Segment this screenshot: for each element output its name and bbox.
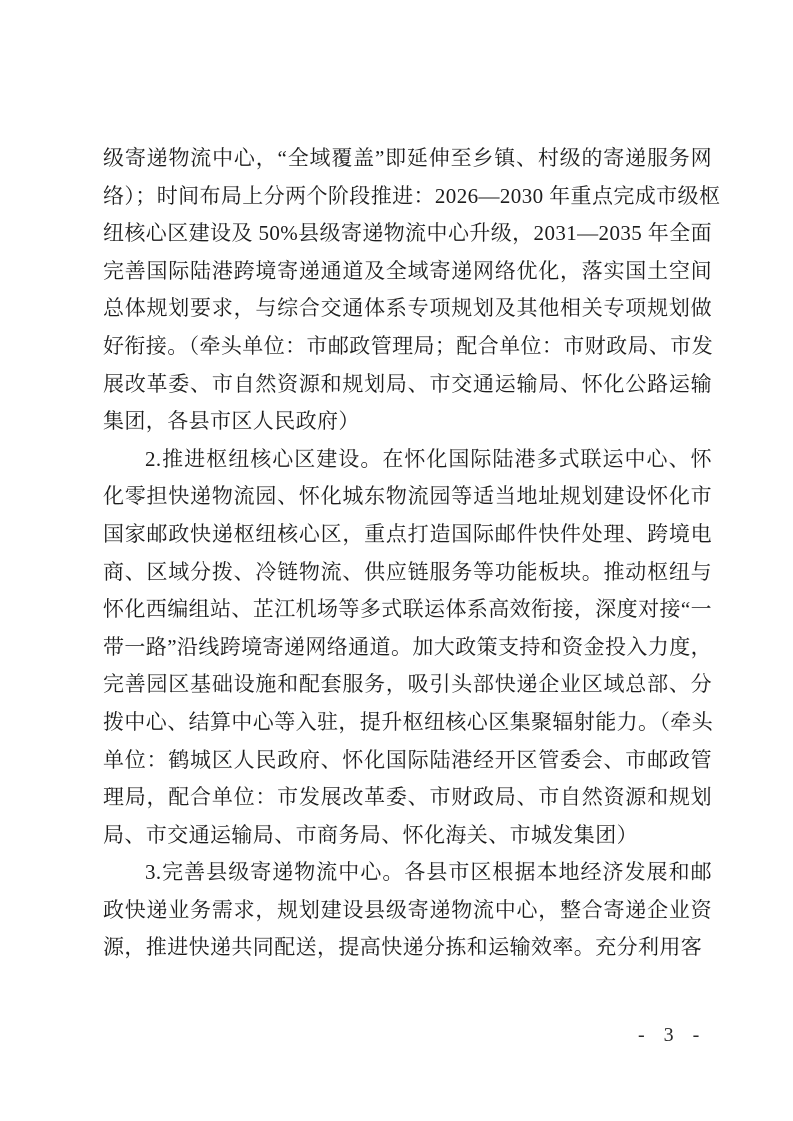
text-line: 2.推进枢纽核心区建设。在怀化国际陆港多式联运中心、怀 <box>145 446 712 471</box>
document-body <box>103 140 721 967</box>
text-line: 络）；时间布局上分两个阶段推进：2026—2030 年重点完成市级枢 <box>103 183 721 208</box>
text-line: 展改革委、市自然资源和规划局、市交通运输局、怀化公路运输 <box>103 371 712 396</box>
text-line: 好衔接。（牵头单位：市邮政管理局；配合单位：市财政局、市发 <box>103 333 714 358</box>
text-line: 政快递业务需求，规划建设县级寄递物流中心，整合寄递企业资 <box>103 897 712 922</box>
text-line: 局、市交通运输局、市商务局、怀化海关、市城发集团） <box>103 822 638 847</box>
text-line: 带一路”沿线跨境寄递网络通道。加大政策支持和资金投入力度， <box>103 634 712 659</box>
text-line: 集团，各县市区人民政府） <box>103 409 360 434</box>
text-line: 总体规划要求，与综合交通体系专项规划及其他相关专项规划做 <box>103 296 712 321</box>
text-line: 国家邮政快递枢纽核心区，重点打造国际邮件快件处理、跨境电 <box>103 521 712 546</box>
text-line: 怀化西编组站、芷江机场等多式联运体系高效衔接，深度对接“一 <box>103 597 712 622</box>
text-line: 源，推进快递共同配送，提高快递分拣和运输效率。充分利用客 <box>103 935 703 960</box>
text-line: 商、区域分拨、冷链物流、供应链服务等功能板块。推动枢纽与 <box>103 559 712 584</box>
text-line: 纽核心区建设及 50%县级寄递物流中心升级，2031—2035 年全面 <box>103 221 712 246</box>
text-line: 完善园区基础设施和配套服务，吸引头部快递企业区域总部、分 <box>103 672 712 697</box>
text-line: 级寄递物流中心，“全域覆盖”即延伸至乡镇、村级的寄递服务网 <box>103 146 712 170</box>
page-number: - 3 - <box>638 1024 707 1046</box>
text-line: 拨中心、结算中心等入驻，提升枢纽核心区集聚辐射能力。（牵头 <box>103 709 714 734</box>
text-line: 理局，配合单位：市发展改革委、市财政局、市自然资源和规划 <box>103 785 712 810</box>
text-line: 完善国际陆港跨境寄递通道及全域寄递网络优化，落实国土空间 <box>103 258 712 283</box>
text-line: 3.完善县级寄递物流中心。各县市区根据本地经济发展和邮 <box>145 860 712 885</box>
text-line: 单位：鹤城区人民政府、怀化国际陆港经开区管委会、市邮政管 <box>103 747 712 772</box>
text-line: 化零担快递物流园、怀化城东物流园等适当地址规划建设怀化市 <box>103 484 712 509</box>
